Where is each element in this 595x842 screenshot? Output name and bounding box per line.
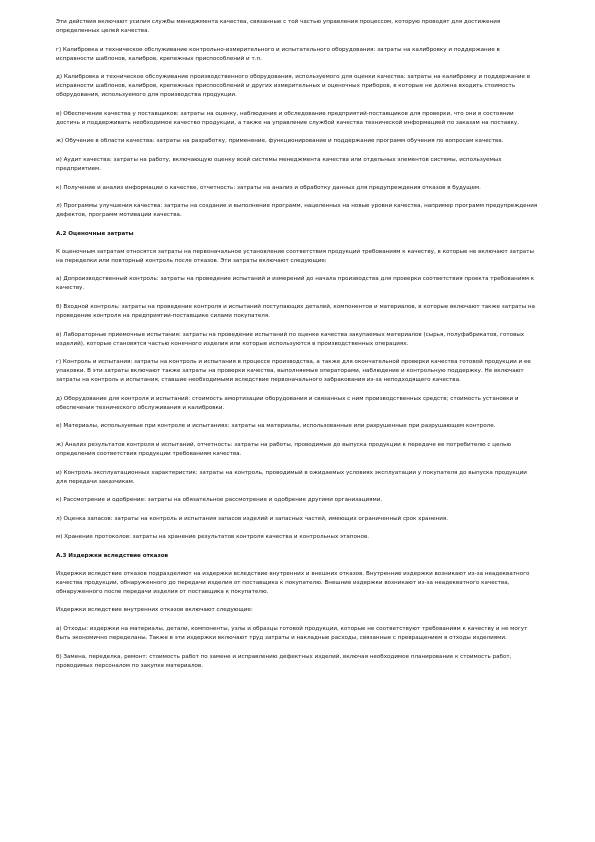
paragraph: д) Калибровка и техническое обслуживание производственного оборудования, используемого для оценки качества: затраты на калибровку и поддержание в исправности шаблонов, калибров, крепежных приспособлений и других измерительных и оценочных приборов, в которые не должна входить стоимость оборудования, используемого для производства продукции. <box>56 74 531 99</box>
section-heading: А.2 Оценочные затраты <box>56 230 134 237</box>
paragraph: ж) Обучение в области качества: затраты на разработку, применение, функционирование и поддержание программ обучения по вопросам качества. <box>56 138 504 145</box>
paragraph: а) Отходы: издержки на материалы, детали, компоненты, узлы и образцы готовой продукции, которые не соответствуют требованиям к качеству и не могут быть экономично переделаны. Также в эти издержки включают труд затраты и накладные расходы, связанные с превращением в отходы изделиями. <box>56 626 528 642</box>
paragraph: м) Хранение протоколов: затраты на хранение результатов контроля качества и контрольных этапонов. <box>56 534 370 541</box>
paragraph: б) Замена, переделка, ремонт: стоимость работ по замене и исправлению дефектных изделий, включая необходимое планирование к стоимость работ, проводимых персоналом по закупке материалов. <box>56 653 512 669</box>
paragraph: к) Рассмотрение и одобрение: затраты на обязательное рассмотрение и одобрение другими организациями. <box>56 497 383 504</box>
section-heading: А.3 Издержки вследствие отказов <box>56 552 169 559</box>
paragraph: г) Калибровка и техническое обслуживание контрольно-измерительного и испытательного оборудования: затраты на калибровку и поддержание в исправности шаблонов, калибров, крепежных приспособлений и т.п. <box>56 46 500 62</box>
paragraph: К оценочным затратам относятся затраты на первоначальное установление соответствия продукции требованиям к качеству, в которые не включают затраты на переделки или повторный контроль после отказов. Эти затраты включают следующие: <box>56 248 534 264</box>
paragraph: Издержки вследствие внутренних отказов включают следующие: <box>56 607 253 614</box>
paragraph: в) Лабораторные приемочные испытания: затраты на проведение испытаний по оценке качества закупаемых материалов (сырья, полуфабрикатов, готовых изделий), которые становятся частью конечного изделия или которые используются в производственных операциях. <box>56 331 525 347</box>
paragraph: и) Контроль эксплуатационных характеристик: затраты на контроль, проводимый в ожидаемых условиях эксплуатации у покупателя до выпуска продукции для передачи заказчикам. <box>56 469 527 485</box>
paragraph: Эти действия включают усилия службы менеджмента качества, связанные с той частью управления процессом, которую проводят для достижения определенных целей качества. <box>56 19 501 34</box>
paragraph: е) Материалы, используемые при контроле и испытаниях: затраты на материалы, использованные или разрушенные при разрушающем контроле. <box>56 423 496 430</box>
paragraph: ж) Анализ результатов контроля и испытаний, отчетность: затраты на работы, проводимые до выпуска продукции к передаче ее потребителю с целью определения соответствия продукции требованиям качества. <box>56 441 512 457</box>
paragraph: г) Контроль и испытания: затраты на контроль и испытания в процессе производства, а также для окончательной проверки качества готовой продукции и ее упаковки. В эти затраты включают также затраты на проверки качества, выполняемые операторами, наблюдение и контрольную поддержку. Не включают затраты на контроль и испытания, ставшие необходимыми вследствие первоначального забракования из-за неподходящего качества. <box>56 359 531 384</box>
paragraph: б) Входной контроль: затраты на проведение контроля и испытаний поступающих деталей, компонентов и материалов, в которые включают также затраты на проведение контроля на предприятии-поставщике силами покупателя. <box>56 303 535 319</box>
paragraph: е) Обеспечение качества у поставщиков: затраты на оценку, наблюдение и обследование предприятий-поставщиков для проверки, что они в состоянии достичь и поддерживать необходимое качество продукции, а также на управление службой качества технической информацией по заказам на поставку. <box>56 110 519 126</box>
paragraph: Издержки вследствие отказов подразделяют на издержки вследствие внутренних и внешних отказов. Внутренние издержки возникают из-за неадекватного качества продукции, обнаруженного до передачи изделия от поставщика к покупателю. Внешние издержки возникают из-за неадекватного качества, обнаруженного после передачи изделия от поставщика к покупателю. <box>56 570 530 595</box>
paragraph: л) Программы улучшения качества: затраты на создание и выполнение программ, нацеленных на новые уровни качества, например программ предупреждения дефектов, программ мотивации качества. <box>56 203 538 219</box>
paragraph: и) Аудит качества: затраты на работу, включающую оценку всей системы менеджмента качества или отдельных элементов системы, используемых предприятием. <box>56 156 502 172</box>
paragraph: к) Получение и анализ информации о качестве, отчетность: затраты на анализ и обработку данных для предупреждения отказов в будущем. <box>56 184 481 191</box>
paragraph: л) Оценка запасов: затраты на контроль и испытания запасов изделий и запасных частей, имеющих ограниченный срок хранения. <box>56 515 448 522</box>
paragraph: а) Допроизводственный контроль: затраты на проведение испытаний и измерений до начала производства для проверки соответствия проекта требованиям к качеству. <box>56 276 535 292</box>
paragraph: д) Оборудование для контроля и испытаний: стоимость амортизации оборудования и связанных с ним производственных средств; стоимость установки и обеспечения технического обслуживания и калибровки. <box>56 395 519 411</box>
